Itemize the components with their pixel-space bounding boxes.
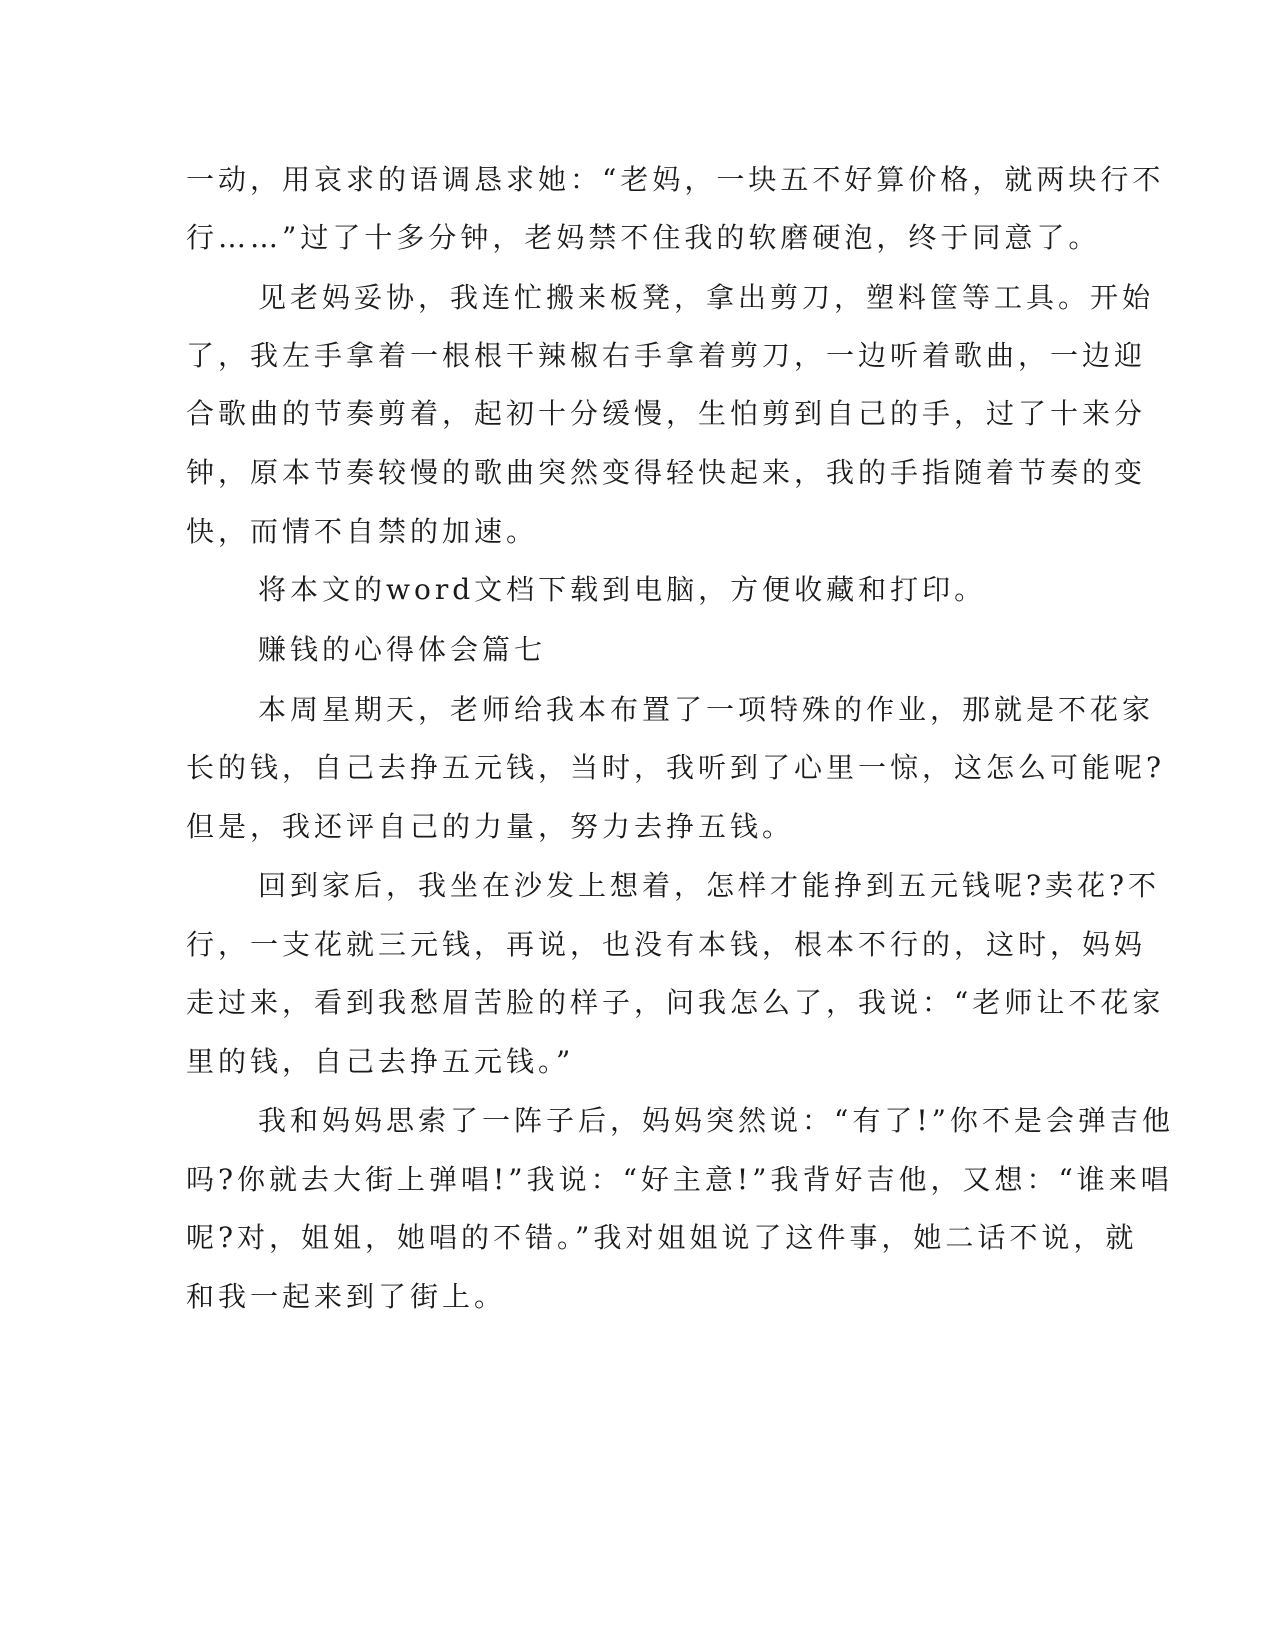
download-note: 将本文的word文档下载到电脑，方便收藏和打印。 — [258, 573, 987, 606]
text-line: 本周星期天，老师给我本布置了一项特殊的作业，那就是不花家 — [258, 693, 1155, 726]
text-line: 走过来，看到我愁眉苦脸的样子，问我怎么了，我说：“老师让不花家 — [186, 986, 1165, 1019]
text-line: 我和妈妈思索了一阵子后，妈妈突然说：“有了!”你不是会弹吉他 — [258, 1104, 1174, 1137]
text-line: 吗?你就去大街上弹唱!”我说：“好主意!”我背好吉他，又想：“谁来唱 — [186, 1163, 1173, 1196]
text-line: 呢?对，姐姐，她唱的不错。”我对姐姐说了这件事，她二话不说，就 — [186, 1221, 1138, 1254]
text-line: 见老妈妥协，我连忙搬来板凳，拿出剪刀，塑料筐等工具。开始 — [258, 281, 1155, 314]
text-line: 里的钱，自己去挣五元钱。” — [186, 1045, 575, 1078]
section-heading: 赚钱的心得体会篇七 — [258, 633, 547, 666]
text-line: 和我一起来到了街上。 — [186, 1280, 507, 1313]
text-line: 钟，原本节奏较慢的歌曲突然变得轻快起来，我的手指随着节奏的变 — [186, 456, 1147, 489]
text-line: 合歌曲的节奏剪着，起初十分缓慢，生怕剪到自己的手，过了十来分 — [186, 397, 1147, 430]
text-line: 快，而情不自禁的加速。 — [186, 515, 539, 548]
text-line: 行，一支花就三元钱，再说，也没有本钱，根本不行的，这时，妈妈 — [186, 928, 1147, 961]
text-line: 一动，用哀求的语调恳求她：“老妈，一块五不好算价格，就两块行不 — [186, 163, 1165, 196]
text-line: 长的钱，自己去挣五元钱，当时，我听到了心里一惊，这怎么可能呢? — [186, 751, 1166, 784]
text-line: 但是，我还评自己的力量，努力去挣五钱。 — [186, 810, 795, 843]
text-line: 回到家后，我坐在沙发上想着，怎样才能挣到五元钱呢?卖花?不 — [258, 869, 1161, 902]
text-line: 了，我左手拿着一根根干辣椒右手拿着剪刀，一边听着歌曲，一边迎 — [186, 339, 1147, 372]
text-line: 行……”过了十多分钟，老妈禁不住我的软磨硬泡，终于同意了。 — [186, 221, 1101, 254]
